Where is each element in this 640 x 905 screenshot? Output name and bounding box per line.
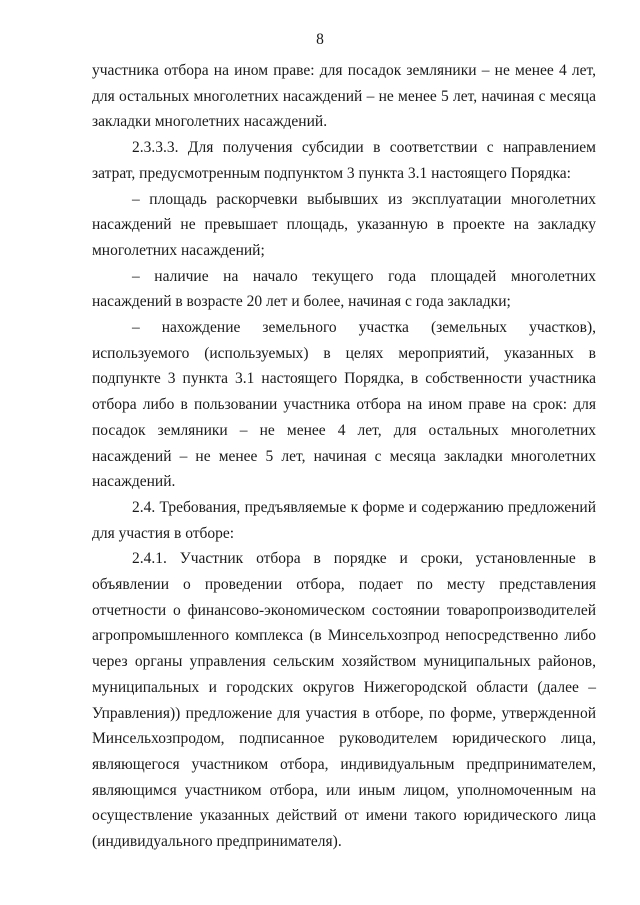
paragraph-2-3-3-3: 2.3.3.3. Для получения субсидии в соответствии с направлением затрат, предусмотренным подпунктом 3 пункта 3.1 настоящего Порядка: xyxy=(92,139,596,182)
paragraph-continuation: участника отбора на ином праве: для посадок земляники – не менее 4 лет, для остальных многолетних насаждений – не менее 5 лет, начиная с месяца закладки многолетних насаждений. xyxy=(92,62,596,131)
paragraph-2-4: 2.4. Требования, предъявляемые к форме и содержанию предложений для участия в отборе: xyxy=(92,498,596,542)
page-number: 8 xyxy=(316,31,324,48)
list-item-plantings-age: – наличие на начало текущего года площадей многолетних насаждений в возрасте 20 лет и более, начиная с года закладки; xyxy=(92,267,596,311)
list-item-uprooting-area: – площадь раскорчевки выбывших из эксплуатации многолетних насаждений не превышает площадь, указанную в проекте на закладку многолетних насаждений; xyxy=(92,190,596,259)
paragraph-2-4-1: 2.4.1. Участник отбора в порядке и сроки, установленные в объявлении о проведении отбора, подает по месту представления отчетности о финансово-экономическом состоянии товаропроизводителей агропромышленного комплекса (в Минсельхозпрод непосредственно либо через органы управления сельским хозяйством муниципальных районов, муниципальных и городских округов Нижегородской области (далее – Управления)) предложение для участия в отборе, по форме, утвержденной Минсельхозпродом, подписанное руководителем юридического лица, являющегося участником отбора, индивидуальным предпринимателем, являющимся участником отбора, или иным лицом, уполномоченным на осуществление указанных действий от имени такого юридического лица (индивидуального предпринимателя). xyxy=(92,550,596,851)
document-body xyxy=(92,58,596,855)
list-item-land-plot: – нахождение земельного участка (земельных участков), используемого (используемых) в целях мероприятий, указанных в подпункте 3 пункта 3.1 настоящего Порядка, в собственности участника отбора либо в пользовании участника отбора на ином праве на срок: для посадок земляники – не менее 4 лет, для остальных многолетних насаждений – не менее 5 лет, начиная с месяца закладки многолетних насаждений. xyxy=(92,319,596,491)
